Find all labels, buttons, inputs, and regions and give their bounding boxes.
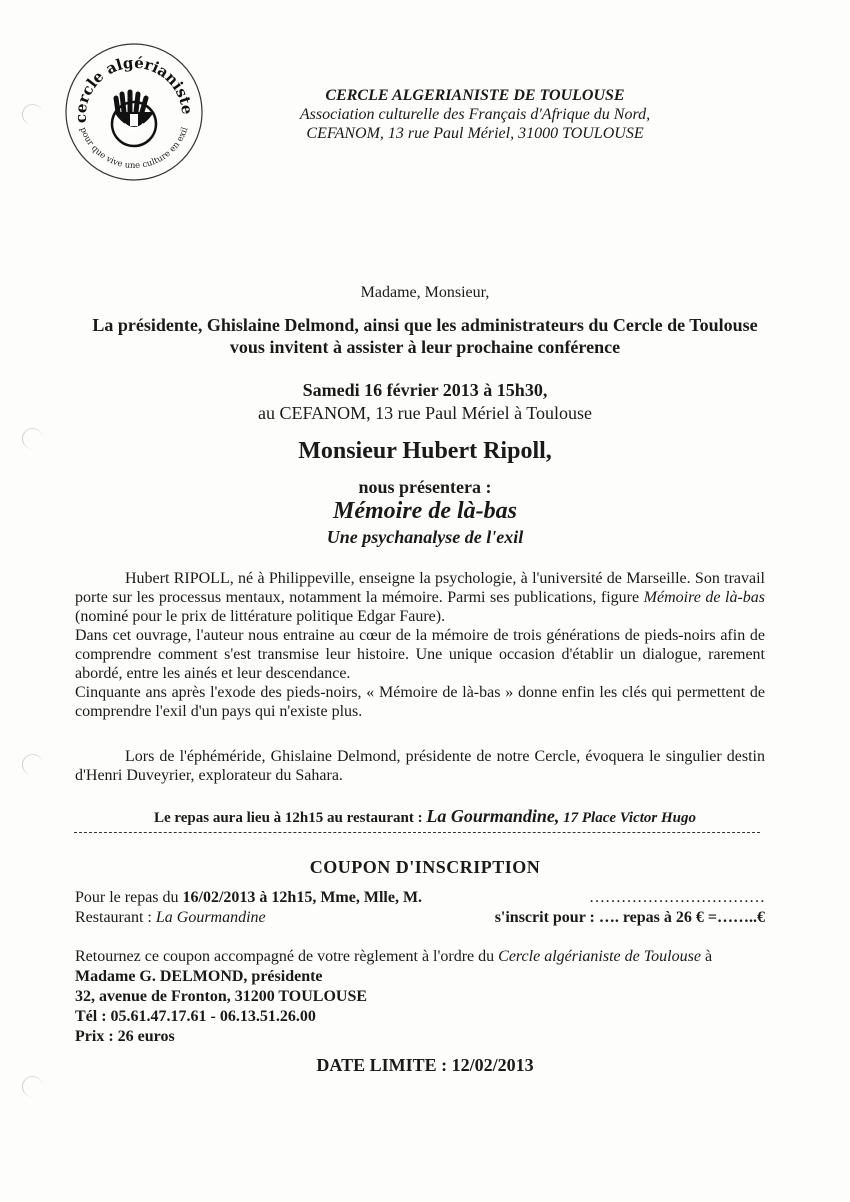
registration-form xyxy=(75,888,765,928)
deadline: DATE LIMITE : 12/02/2013 xyxy=(316,1055,534,1075)
speaker-name: Monsieur Hubert Ripoll, xyxy=(298,438,552,464)
restaurant-name: La Gourmandine, xyxy=(426,806,560,826)
paragraph-book: Dans cet ouvrage, l'auteur nous entraine au cœur de la mémoire de trois générations de pieds-noirs afin de comprendre comment s'est transmise leur histoire. Une unique occasion d'établir un dialogue, rarement abordé, entre les ainés et leur descendance. xyxy=(75,627,765,682)
recipient-address: 32, avenue de Fronton, 31200 TOULOUSE xyxy=(75,988,368,1005)
cut-line-divider xyxy=(74,832,760,833)
meal-price: Prix : 26 euros xyxy=(75,1028,175,1045)
punch-hole-mark xyxy=(22,1076,43,1097)
registration-count-field[interactable]: s'inscrit pour : …. repas à 26 € =……..€ xyxy=(494,909,765,926)
recipient-phone: Tél : 05.61.47.17.61 - 06.13.51.26.00 xyxy=(75,1008,316,1025)
conference-title: Mémoire de là-bas xyxy=(333,498,517,524)
organization-address: CEFANOM, 13 rue Paul Mériel, 31000 TOULOUSE xyxy=(306,125,644,142)
event-place: au CEFANOM, 13 rue Paul Mériel à Toulouse xyxy=(257,403,593,423)
salutation: Madame, Monsieur, xyxy=(360,284,490,301)
organization-name: CERCLE ALGERIANISTE DE TOULOUSE xyxy=(325,87,625,104)
organization-description: Association culturelle des Français d'Afrique du Nord, xyxy=(299,106,651,123)
paragraph-bio: Hubert RIPOLL, né à Philippeville, enseigne la psychologie, à l'université de Marseille. Son travail porte sur les processus mentaux, notamment la mémoire. Parmi ses publications, figure Mémoire de là-bas (nominé pour le prix de littérature politique Edgar Faure). xyxy=(75,570,766,625)
recipient-name: Madame G. DELMOND, présidente xyxy=(75,968,323,985)
paragraph-exile: Cinquante ans après l'exode des pieds-noirs, « Mémoire de là-bas » donne enfin les clés qui permettent de comprendre l'exil d'un pays qui n'existe plus. xyxy=(75,684,765,720)
form-row-restaurant: Restaurant : La Gourmandine s'inscrit pour : …. repas à 26 € =……..€ xyxy=(75,909,765,926)
book-title: Mémoire de là-bas xyxy=(643,589,766,606)
restaurant-address: 17 Place Victor Hugo xyxy=(559,810,697,826)
return-line: Retournez ce coupon accompagné de votre règlement à l'ordre du Cercle algérianiste de Toulouse à xyxy=(75,948,713,965)
event-date: Samedi 16 février 2013 à 15h30, xyxy=(302,380,548,400)
logo-bottom-text: pour que vive une culture en exil xyxy=(77,125,191,172)
logo-top-text: cercle algérianiste xyxy=(71,53,197,124)
ephemeride-description xyxy=(75,747,765,785)
coupon-title: COUPON D'INSCRIPTION xyxy=(309,857,541,877)
association-logo xyxy=(64,42,204,182)
conference-subtitle: Une psychanalyse de l'exil xyxy=(326,527,524,547)
return-instructions xyxy=(75,947,765,1047)
svg-text:pour que vive une culture en e xyxy=(78,126,191,171)
name-fill-field[interactable]: …………………………… xyxy=(589,889,765,906)
punch-hole-mark xyxy=(22,104,43,125)
paragraph-ephemeride: Lors de l'éphéméride, Ghislaine Delmond, présidente de notre Cercle, évoquera le singulier destin d'Henri Duveyrier, explorateur du Sahara. xyxy=(75,748,765,784)
presents-label: nous présentera : xyxy=(358,477,492,497)
speaker-description xyxy=(75,569,765,721)
invitation-intro: La présidente, Ghislaine Delmond, ainsi que les administrateurs du Cercle de Toulouse vous invitent à assister à leur prochaine conférence xyxy=(92,315,758,357)
meal-info: Le repas aura lieu à 12h15 au restaurant : La Gourmandine, 17 Place Victor Hugo xyxy=(153,806,697,826)
form-row-meal: Pour le repas du 16/02/2013 à 12h15, Mme, Mlle, M. …………………………… xyxy=(75,889,765,906)
meal-date: 16/02/2013 à 12h15, Mme, Mlle, M. xyxy=(182,889,423,906)
punch-hole-mark xyxy=(22,754,43,775)
letterhead xyxy=(280,86,670,143)
